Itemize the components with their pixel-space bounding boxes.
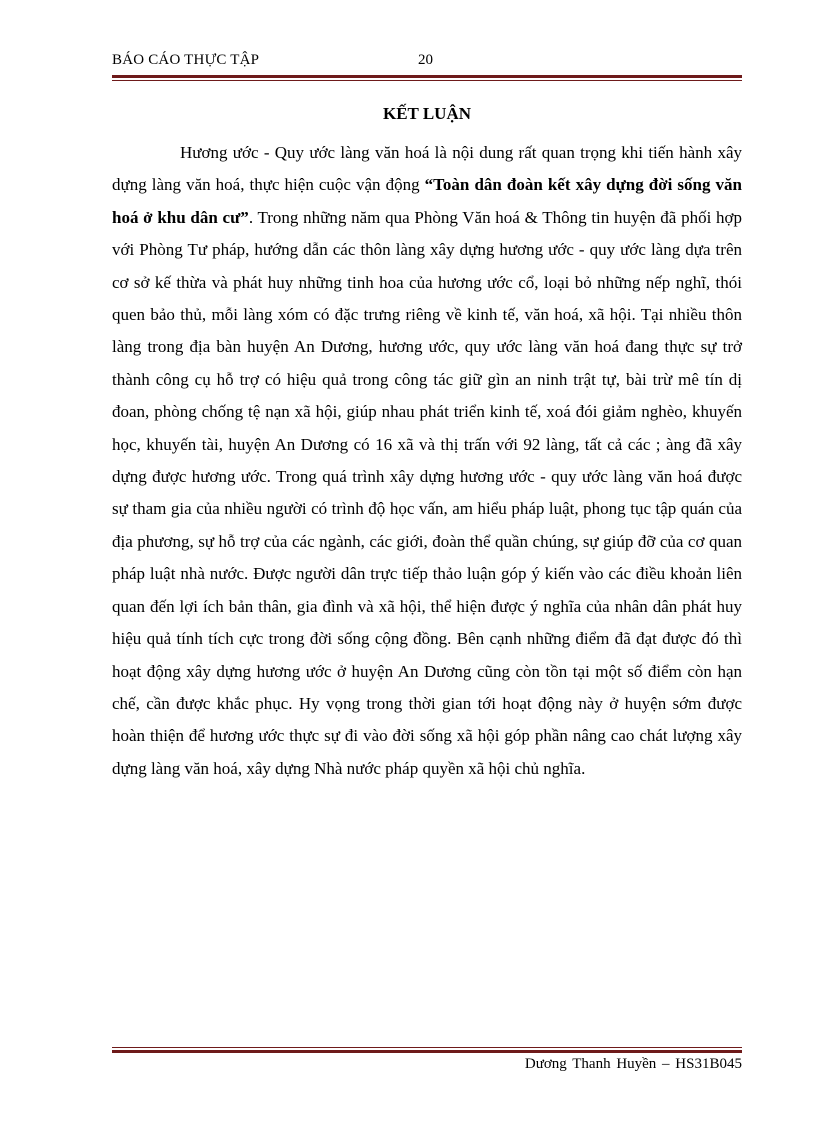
report-title: BÁO CÁO THỰC TẬP xyxy=(112,52,260,68)
paragraph-text-rest: . Trong những năm qua Phòng Văn hoá & Thông tin huyện đã phối hợp với Phòng Tư pháp, hướng dẫn các thôn làng xây dựng hương ước - quy ước làng dựa trên cơ sở kế thừa và phát huy những tinh hoa của hương ước cổ, loại bỏ những nếp nghĩ, thói quen bảo thủ, mỗi làng xóm có đặc trưng riêng về kinh tế, văn hoá, xã hội. Tại nhiều thôn làng trong địa bàn huyện An Dương, hương ước, quy ước làng văn hoá đang thực sự trở thành công cụ hỗ trợ có hiệu quả trong công tác giữ gìn an ninh trật tự, bài trừ mê tín dị đoan, phòng chống tệ nạn xã hội, giúp nhau phát triển kinh tế, xoá đói giảm nghèo, khuyến học, khuyến tài, huyện An Dương có 16 xã và thị trấn với 92 làng, tất cả các ; àng đã xây dựng được hương ước. Trong quá trình xây dựng hương ước - quy ước làng văn hoá được sự tham gia của nhiều người có trình độ học vấn, am hiểu pháp luật, phong tục tập quán của địa phương, sự hỗ trợ của các ngành, các giới, đoàn thể quần chúng, sự giúp đỡ của cơ quan pháp luật nhà nước. Được người dân trực tiếp thảo luận góp ý kiến vào các điều khoản liên quan đến lợi ích bản thân, gia đình và xã hội, thể hiện được ý nghĩa của nhân dân phát huy hiệu quả tính tích cực trong đời sống cộng đồng. Bên cạnh những điểm đã đạt được đó thì hoạt động xây dựng hương ước ở huyện An Dương cũng còn tồn tại một số điểm còn hạn chế, cần được khắc phục. Hy vọng trong thời gian tới hoạt động này ở huyện sớm được hoàn thiện để hương ước thực sự đi vào đời sống xã hội góp phần nâng cao chát lượng xây dựng làng văn hoá, xây dựng Nhà nước pháp quyền xã hội chủ nghĩa. xyxy=(112,207,743,778)
paragraph-text-start: Hương ước - Quy ước làng văn hoá là nội dung rất quan trọng khi tiến hành xây dựng làng văn hoá, thực hiện cuộc vận động xyxy=(112,143,742,195)
footer-rule-thick xyxy=(112,1050,742,1053)
section-heading: KẾT LUẬN xyxy=(382,104,471,123)
footer-rule-thin xyxy=(112,1047,742,1048)
page-number: 20 xyxy=(418,52,433,68)
page-header xyxy=(112,52,742,76)
header-rule-thin xyxy=(112,80,742,81)
author-line: Dương Thanh Huyền – HS31B045 xyxy=(524,1056,742,1072)
header-rule-thick xyxy=(112,75,742,78)
conclusion-paragraph xyxy=(112,137,742,785)
campaign-title: “Toàn dân đoàn kết xây dựng đời sống văn hoá ở khu dân cư” xyxy=(112,175,742,227)
